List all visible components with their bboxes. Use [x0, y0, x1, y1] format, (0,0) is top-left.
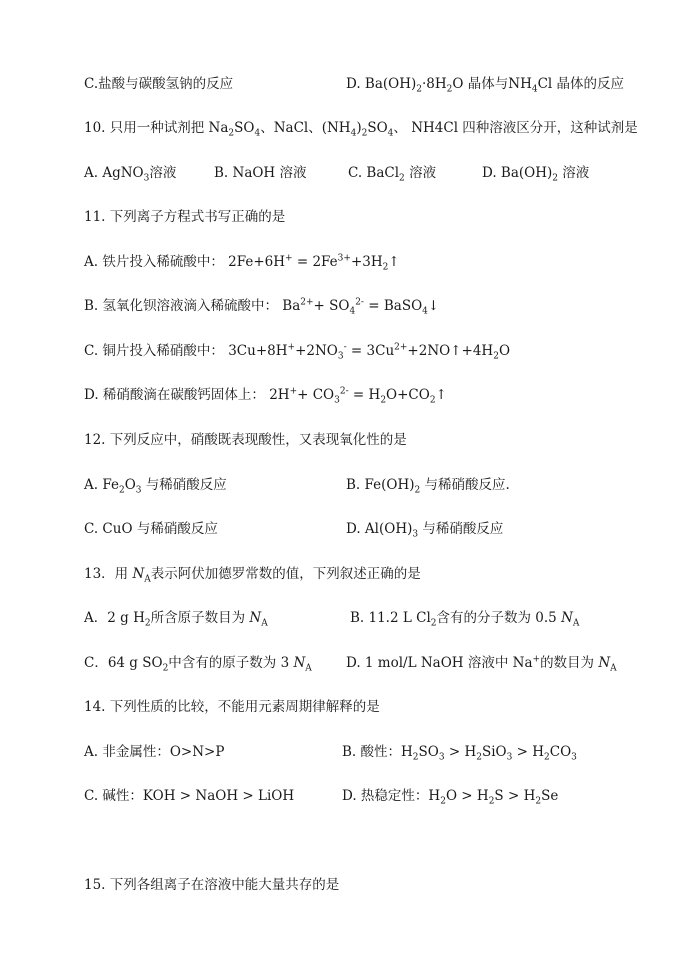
q11-option-d: D. 稀硝酸滴在碳酸钙固体上： $2H^++ CO_3^{2-}$ = $H_2O+CO_2↑$ — [84, 386, 447, 406]
q11-option-b: B. 氢氧化钡溶液滴入稀硫酸中： $Ba^{2+}+ SO_4^{2-}$ = BaSO$_4$↓ — [84, 297, 440, 317]
q12-stem: 12. 下列反应中，硝酸既表现酸性，又表现氧化性的是 — [84, 432, 407, 448]
q14-option-a: A. 非金属性：O>N>P — [84, 744, 225, 760]
q12-option-a: A. $Fe_2O_3$ 与稀硝酸反应 — [84, 477, 227, 496]
q9-option-d: D. $Ba(OH)_2\cdot 8H_2O$ 晶体与$NH_4Cl$ 晶体的反应 — [346, 76, 625, 95]
q14-option-c: C. 碱性：KOH > NaOH > LiOH — [84, 788, 295, 804]
q13-option-b: B. 11.2 L $Cl_2$含有的分子数为 0.5 $N_A$ — [350, 610, 580, 629]
q12-option-c: C. CuO 与稀硝酸反应 — [84, 521, 218, 537]
q10-option-a: A. AgNO$_3$溶液 — [84, 165, 177, 184]
q10-option-d: D. $Ba(OH)_2$ 溶液 — [482, 165, 590, 184]
q13-option-c: C．64 g $SO_2$中含有的原子数为 3 $N_A$ — [84, 655, 312, 674]
q11-option-a: A. 铁片投入稀硫酸中： $2Fe+6H^+ = 2Fe^{3+}+3H_2↑$ — [84, 253, 400, 273]
q12-option-d: D. $Al(OH)_3$ 与稀硝酸反应 — [346, 521, 504, 540]
q13-option-a: A．2 g $H_2$所含原子数目为 $N_A$ — [84, 610, 268, 629]
q14-stem: 14. 下列性质的比较，不能用元素周期律解释的是 — [84, 699, 380, 715]
q14-option-b: B. 酸性：$H_2SO_3 > H_2SiO_3 > H_2CO_3$ — [342, 744, 577, 763]
q12-option-b: B. $Fe(OH)_2$ 与稀硝酸反应. — [346, 477, 510, 496]
q9-option-c: C.盐酸与碳酸氢钠的反应 — [84, 76, 234, 92]
q11-option-c: C. 铜片投入稀硝酸中： $3Cu+8H^++2NO_3^-$ = $3Cu^{2+}+2NO↑+4H_2O$ — [84, 342, 511, 362]
q14-option-d: D. 热稳定性：$H_2O > H_2S > H_2Se$ — [342, 788, 559, 807]
q13-option-d: D. 1 mol/L NaOH 溶液中 Na+的数目为 $N_A$ — [346, 654, 617, 674]
q15-stem: 15. 下列各组离子在溶液中能大量共存的是 — [84, 877, 340, 893]
q10-option-c: C. BaCl$_2$ 溶液 — [348, 165, 437, 184]
q11-stem: 11. 下列离子方程式书写正确的是 — [84, 209, 286, 225]
q10-stem: 10. 只用一种试剂把 $Na_2SO_4$、NaCl、$(NH_4)_2SO_4$、 NH4Cl 四种溶液区分开，这种试剂是 — [84, 120, 638, 139]
q10-option-b: B. NaOH 溶液 — [214, 165, 307, 181]
q13-stem: 13．用 $N_A$表示阿伏加德罗常数的值，下列叙述正确的是 — [84, 566, 421, 585]
